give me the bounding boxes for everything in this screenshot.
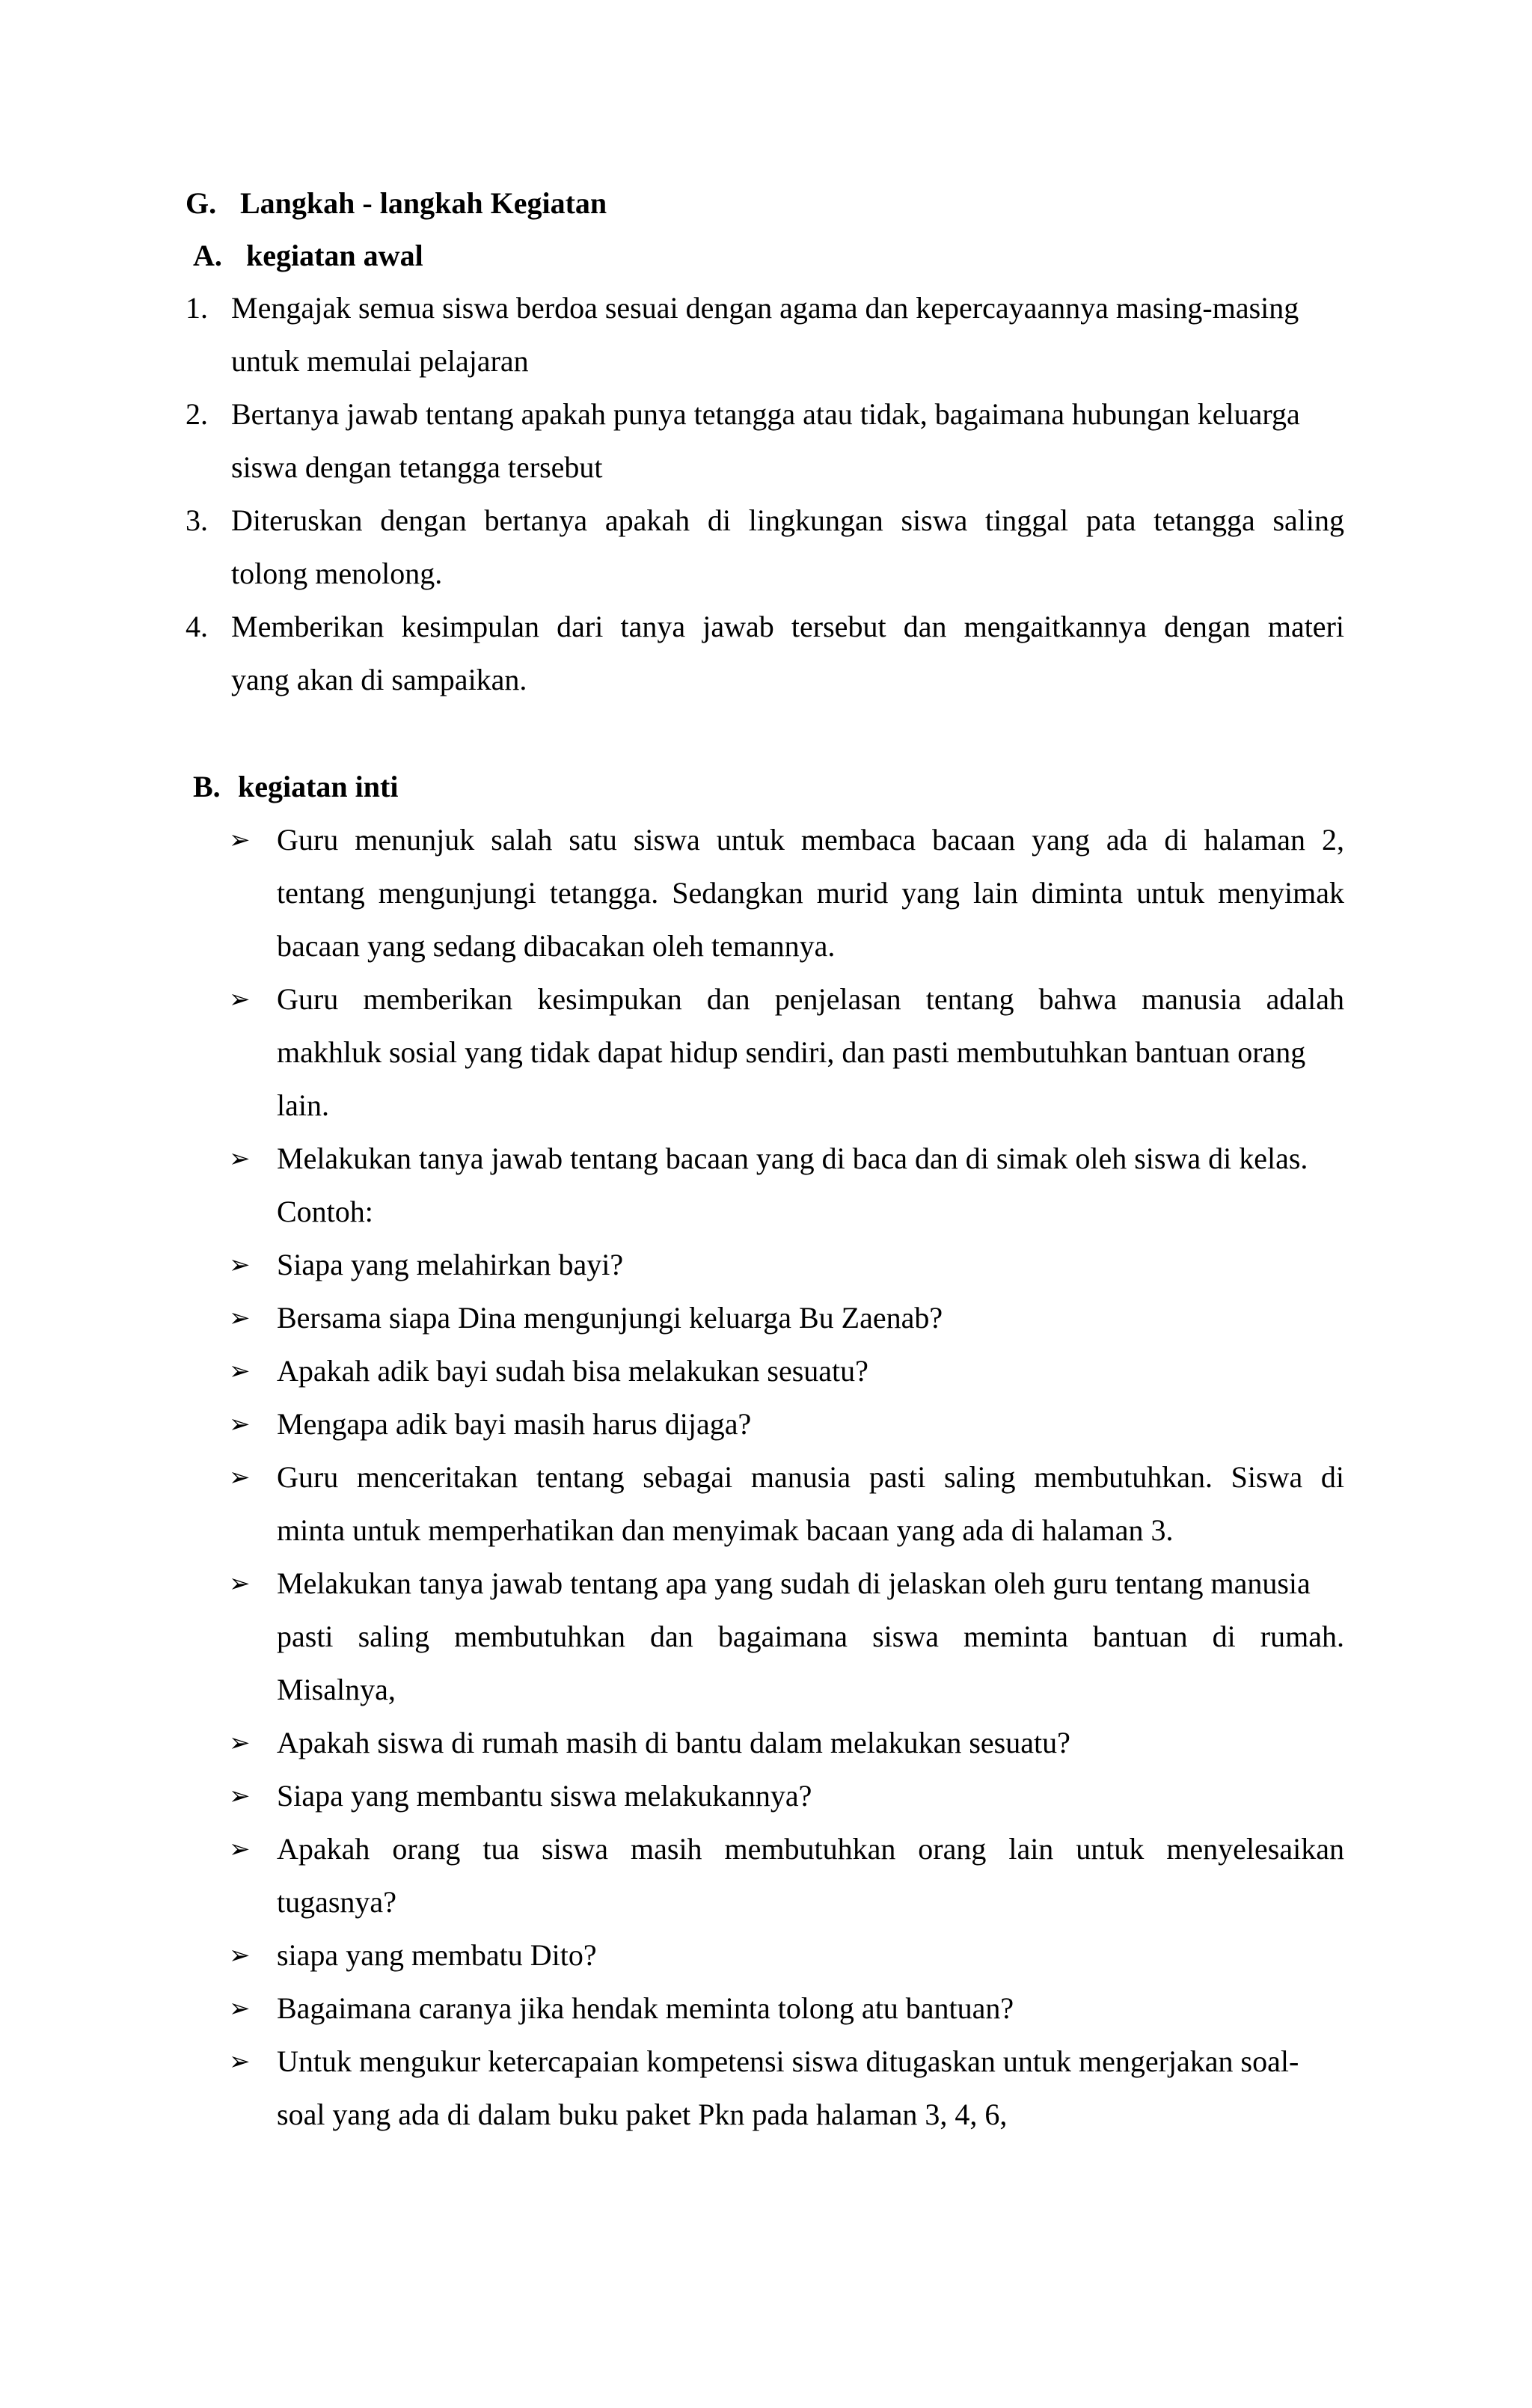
section-g-title: Langkah - langkah Kegiatan bbox=[240, 186, 607, 220]
arrowhead-bullet-icon: ➢ bbox=[229, 825, 251, 855]
list-number: 1. bbox=[186, 291, 208, 325]
list-item-line: untuk memulai pelajaran bbox=[231, 344, 529, 378]
list-item-line: tolong menolong. bbox=[231, 557, 443, 590]
arrowhead-bullet-icon: ➢ bbox=[229, 1409, 251, 1439]
section-b-letter: B. bbox=[193, 770, 221, 803]
bullet-item-line: Guru menceritakan tentang sebagai manusia pasti saling membutuhkan. Siswa di bbox=[277, 1460, 1344, 1494]
arrowhead-bullet-icon: ➢ bbox=[229, 1356, 251, 1386]
arrowhead-bullet-icon: ➢ bbox=[229, 1569, 251, 1599]
arrowhead-bullet-icon: ➢ bbox=[229, 1303, 251, 1333]
list-item-line: yang akan di sampaikan. bbox=[231, 663, 527, 696]
list-item-line: Bertanya jawab tentang apakah punya tetangga atau tidak, bagaimana hubungan keluarga bbox=[231, 397, 1300, 431]
bullet-item-line: Melakukan tanya jawab tentang apa yang sudah di jelaskan oleh guru tentang manusia bbox=[277, 1566, 1311, 1600]
bullet-item-line: Guru menunjuk salah satu siswa untuk membaca bacaan yang ada di halaman 2, bbox=[277, 823, 1344, 857]
arrowhead-bullet-icon: ➢ bbox=[229, 1781, 251, 1811]
bullet-item-line: Untuk mengukur ketercapaian kompetensi siswa ditugaskan untuk mengerjakan soal- bbox=[277, 2044, 1299, 2078]
section-b-title: kegiatan inti bbox=[238, 770, 399, 803]
arrowhead-bullet-icon: ➢ bbox=[229, 1728, 251, 1758]
bullet-item-line: Siapa yang membantu siswa melakukannya? bbox=[277, 1779, 812, 1813]
bullet-item-line: siapa yang membatu Dito? bbox=[277, 1938, 597, 1972]
bullet-item-line: Misalnya, bbox=[277, 1673, 396, 1706]
section-a-letter: A. bbox=[193, 239, 222, 272]
arrowhead-bullet-icon: ➢ bbox=[229, 1250, 251, 1280]
bullet-item-line: bacaan yang sedang dibacakan oleh temannya. bbox=[277, 929, 836, 963]
section-a-title: kegiatan awal bbox=[246, 239, 423, 272]
bullet-item-line: Apakah adik bayi sudah bisa melakukan sesuatu? bbox=[277, 1354, 868, 1388]
bullet-item-line: Apakah orang tua siswa masih membutuhkan orang lain untuk menyelesaikan bbox=[277, 1832, 1344, 1866]
list-item-line: Diteruskan dengan bertanya apakah di lingkungan siswa tinggal pata tetangga saling bbox=[231, 503, 1344, 537]
bullet-item-line: Guru memberikan kesimpukan dan penjelasan tentang bahwa manusia adalah bbox=[277, 982, 1344, 1016]
arrowhead-bullet-icon: ➢ bbox=[229, 1144, 251, 1174]
bullet-item-line: Bersama siapa Dina mengunjungi keluarga Bu Zaenab? bbox=[277, 1301, 943, 1335]
bullet-item-line: lain. bbox=[277, 1088, 329, 1122]
arrowhead-bullet-icon: ➢ bbox=[229, 1834, 251, 1864]
bullet-item-line: makhluk sosial yang tidak dapat hidup sendiri, dan pasti membutuhkan bantuan orang bbox=[277, 1035, 1306, 1069]
bullet-item-line: tentang mengunjungi tetangga. Sedangkan murid yang lain diminta untuk menyimak bbox=[277, 876, 1344, 910]
bullet-item-line: Apakah siswa di rumah masih di bantu dalam melakukan sesuatu? bbox=[277, 1726, 1070, 1759]
section-g-letter: G. bbox=[186, 186, 217, 220]
list-number: 3. bbox=[186, 503, 208, 537]
bullet-item-line: Melakukan tanya jawab tentang bacaan yang di baca dan di simak oleh siswa di kelas. bbox=[277, 1142, 1308, 1175]
bullet-item-line: Siapa yang melahirkan bayi? bbox=[277, 1248, 624, 1281]
list-item-line: Mengajak semua siswa berdoa sesuai dengan agama dan kepercayaannya masing-masing bbox=[231, 291, 1299, 325]
bullet-item-line: Contoh: bbox=[277, 1195, 373, 1228]
bullet-item-line: pasti saling membutuhkan dan bagaimana siswa meminta bantuan di rumah. bbox=[277, 1620, 1344, 1653]
arrowhead-bullet-icon: ➢ bbox=[229, 2047, 251, 2077]
list-item-line: Memberikan kesimpulan dari tanya jawab tersebut dan mengaitkannya dengan materi bbox=[231, 610, 1344, 643]
bullet-item-line: soal yang ada di dalam buku paket Pkn pada halaman 3, 4, 6, bbox=[277, 2098, 1008, 2131]
list-number: 2. bbox=[186, 397, 208, 431]
bullet-item-line: tugasnya? bbox=[277, 1885, 396, 1919]
bullet-item-line: Bagaimana caranya jika hendak meminta tolong atu bantuan? bbox=[277, 1991, 1014, 2025]
bullet-item-line: minta untuk memperhatikan dan menyimak bacaan yang ada di halaman 3. bbox=[277, 1513, 1174, 1547]
arrowhead-bullet-icon: ➢ bbox=[229, 1462, 251, 1492]
arrowhead-bullet-icon: ➢ bbox=[229, 984, 251, 1014]
arrowhead-bullet-icon: ➢ bbox=[229, 1940, 251, 1970]
bullet-item-line: Mengapa adik bayi masih harus dijaga? bbox=[277, 1407, 752, 1441]
list-item-line: siswa dengan tetangga tersebut bbox=[231, 450, 603, 484]
arrowhead-bullet-icon: ➢ bbox=[229, 1994, 251, 2023]
list-number: 4. bbox=[186, 610, 208, 643]
